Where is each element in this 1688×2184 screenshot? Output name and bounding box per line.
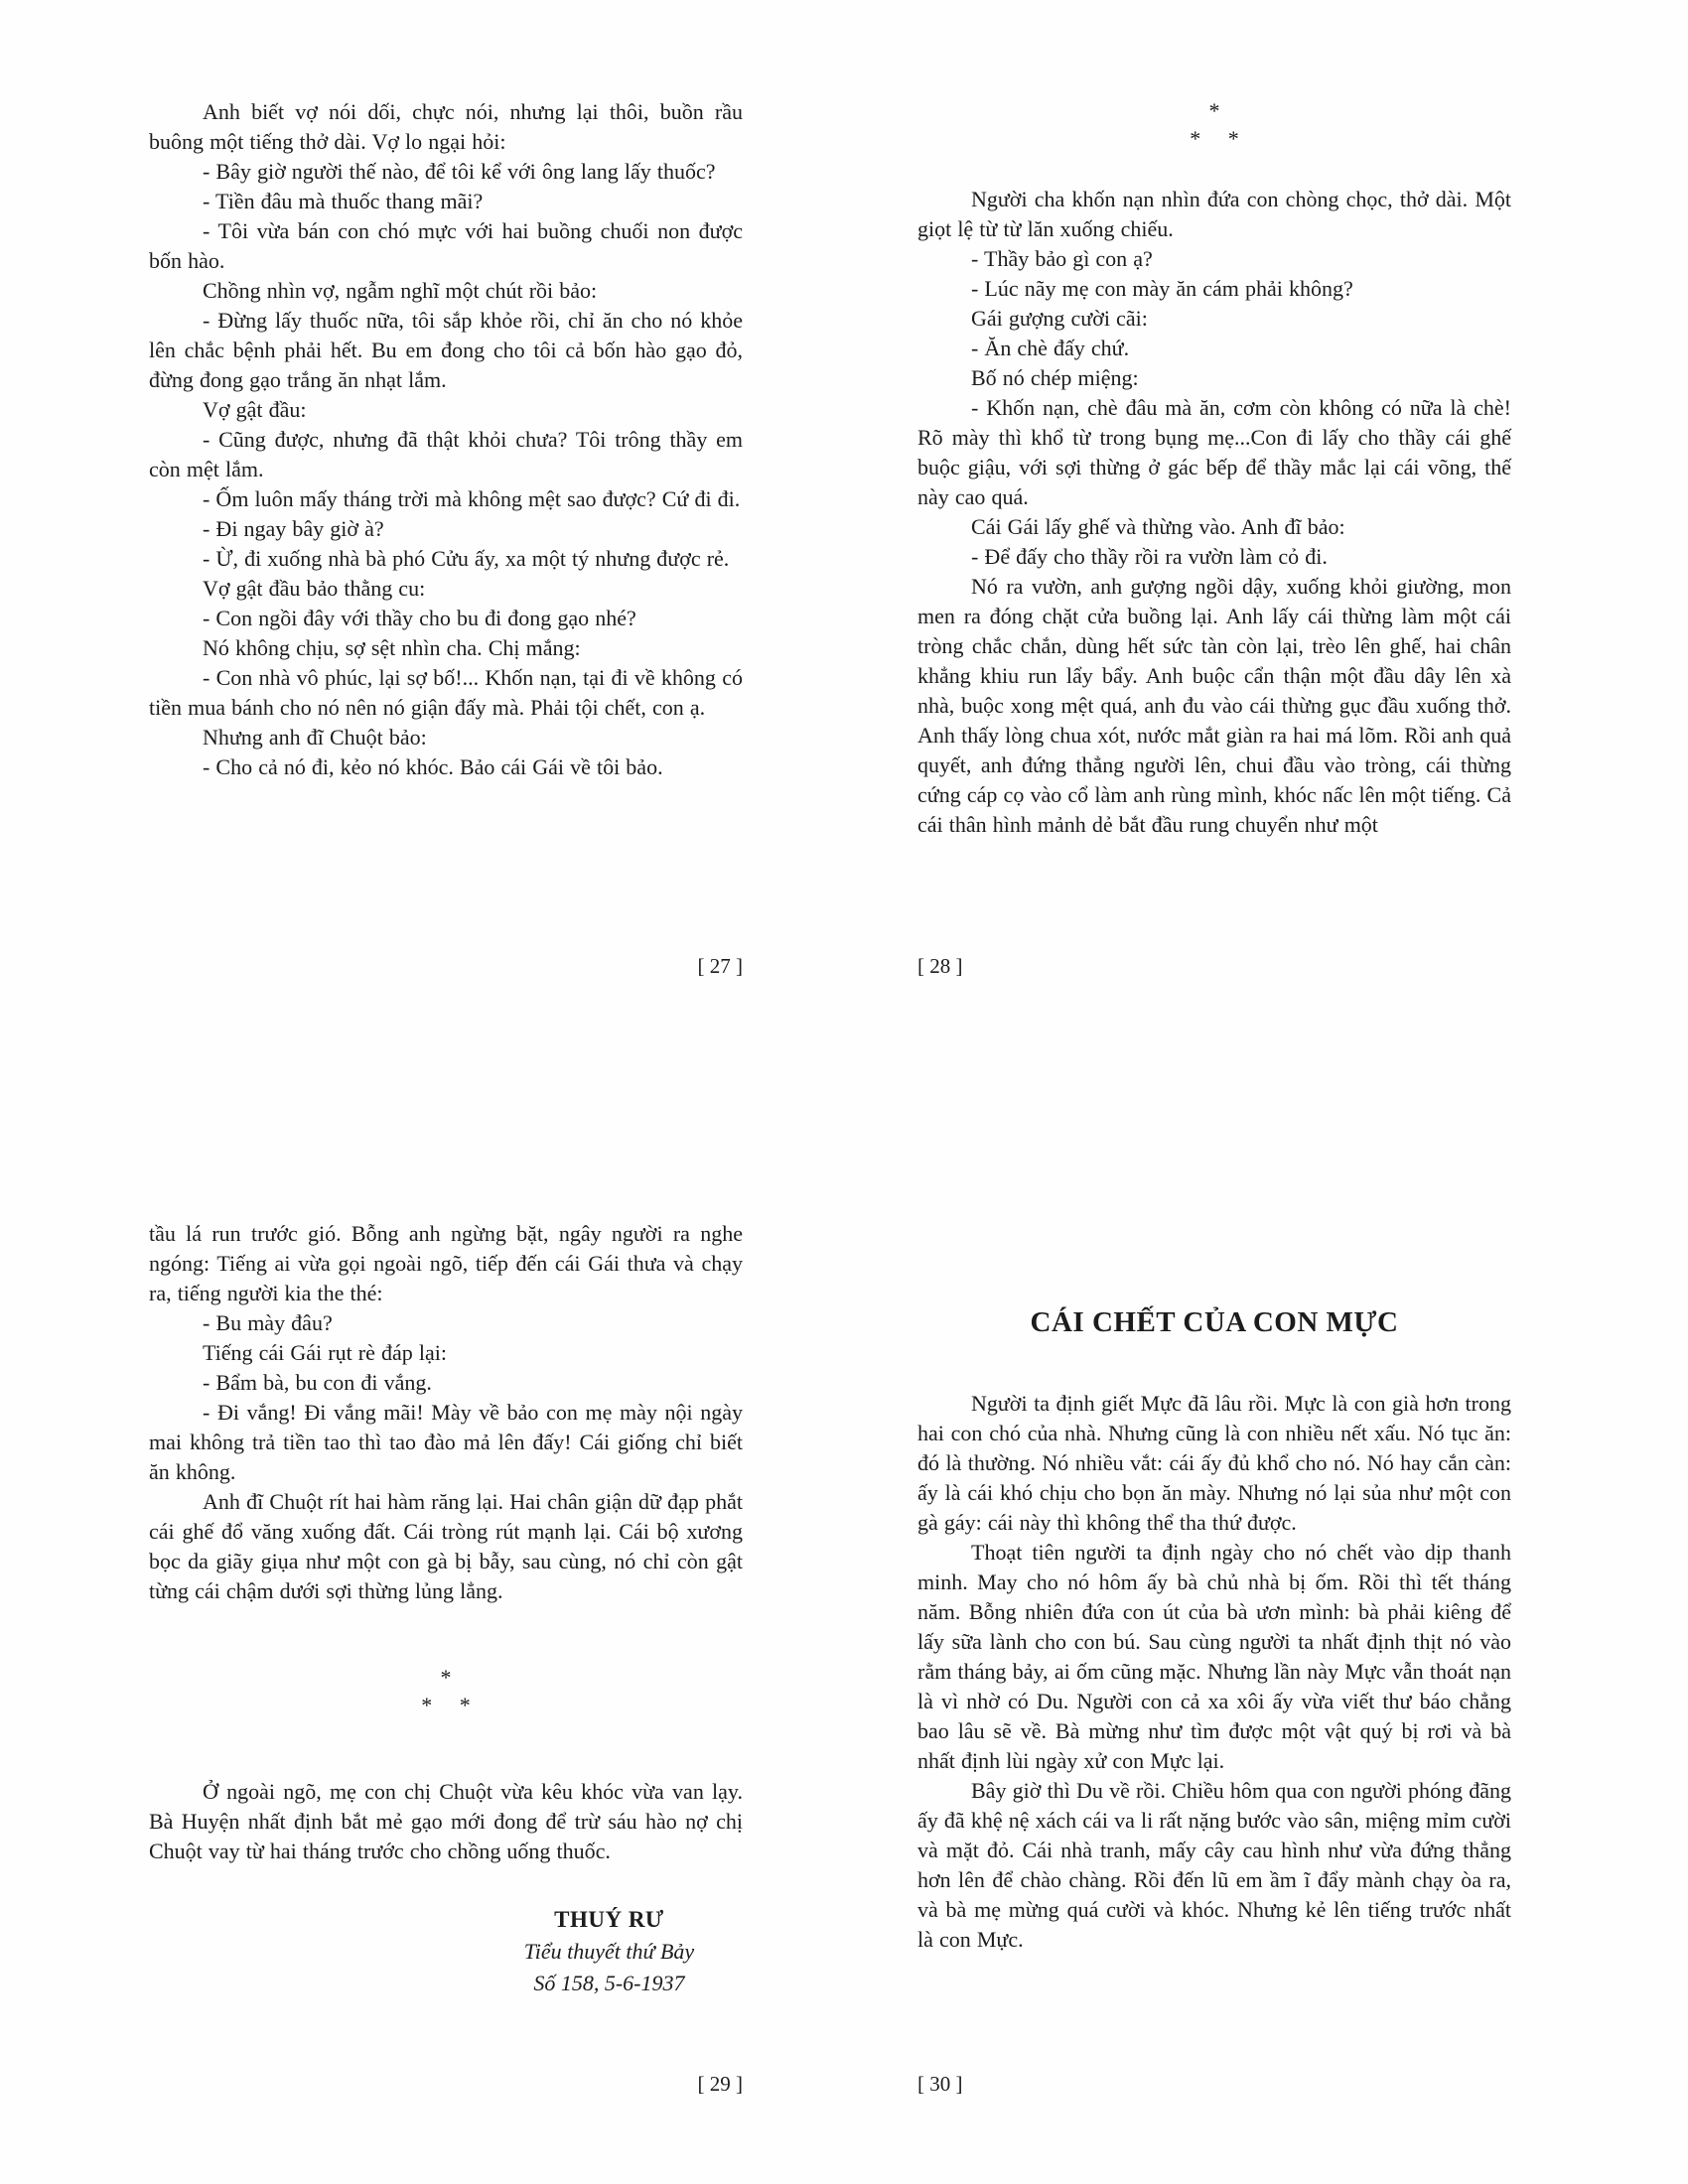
paragraph: Vợ gật đầu bảo thằng cu: (203, 576, 426, 601)
asterisk-divider (149, 1664, 743, 1719)
paragraph: Nó không chịu, sợ sệt nhìn cha. Chị mắng: (203, 635, 581, 660)
paragraph: Nó ra vườn, anh gượng ngồi dậy, xuống khỏi giường, mon men ra đóng chặt cửa buồng lại. Anh lấy cái thừng làm một cái tròng chắc chắn, dùng hết sức tàn còn lại, trèo lên ghế, hai chân khẳng khiu run lẩy bẩy. Anh buộc cẩn thận một đầu dây lên xà nhà, buộc xong mệt quá, anh đu vào cái thừng gục đầu xuống thở. Anh thấy lòng chua xót, nước mắt giàn ra hai má lõm. Rồi anh quả quyết, anh đứng thẳng người lên, chui đầu vào tròng, cái thừng cứng cáp cọ vào cổ làm anh rùng mình, khóc nấc lên một tiếng. Cả cái thân hình mảnh dẻ bắt đầu rung chuyển như một (917, 574, 1511, 837)
paragraph: Ở ngoài ngõ, mẹ con chị Chuột vừa kêu khóc vừa van lạy. Bà Huyện nhất định bắt mẻ gạo mới đong để trừ sáu hào nợ chị Chuột vay từ hai tháng trước cho chồng uống thuốc. (149, 1779, 743, 1863)
page-number-29: [ 29 ] (697, 2072, 743, 2096)
page-28 (917, 97, 1511, 840)
asterisk-top: * (1208, 98, 1220, 123)
paragraph: - Bu mày đâu? (203, 1310, 333, 1335)
paragraph: Anh biết vợ nói dối, chực nói, nhưng lại thôi, buồn rầu buông một tiếng thở dài. Vợ lo ngại hỏi: (149, 99, 743, 154)
page-number-30: [ 30 ] (917, 2072, 963, 2096)
paragraph: tầu lá run trước gió. Bỗng anh ngừng bặt, ngây người ra nghe ngóng: Tiếng ai vừa gọi ngoài ngõ, tiếp đến cái Gái thưa và chạy ra, tiếng người kia the thé: (149, 1221, 743, 1305)
paragraph: - Tôi vừa bán con chó mực với hai buồng chuối non được bốn hào. (149, 218, 743, 273)
page-27 (149, 97, 743, 782)
page-30 (917, 1204, 1511, 1955)
paragraph: Người cha khốn nạn nhìn đứa con chòng chọc, thở dài. Một giọt lệ từ từ lăn xuống chiếu. (917, 187, 1511, 241)
paragraph: - Bẩm bà, bu con đi vắng. (203, 1370, 432, 1395)
paragraph: - Lúc nãy mẹ con mày ăn cám phải không? (971, 276, 1353, 301)
paragraph: - Con nhà vô phúc, lại sợ bố!... Khốn nạn, tại đi về không có tiền mua bánh cho nó nên nó giận đấy mà. Phải tội chết, con ạ. (149, 665, 743, 720)
paragraph: - Ốm luôn mấy tháng trời mà không mệt sao được? Cứ đi đi. (203, 486, 741, 511)
paragraph: - Thầy bảo gì con ạ? (971, 246, 1153, 271)
paragraph: Anh đĩ Chuột rít hai hàm răng lại. Hai chân giận dữ đạp phắt cái ghế đổ văng xuống đất. Cái tròng rút mạnh lại. Cái bộ xương bọc da giãy giụa như một con gà bị bẫy, sau cùng, nó chỉ còn gật từng cái chậm dưới sợi thừng lủng lẳng. (149, 1489, 743, 1603)
asterisk-top: * (440, 1665, 452, 1690)
paragraph: Cái Gái lấy ghế và thừng vào. Anh đĩ bảo: (971, 514, 1345, 539)
paragraph: - Cho cả nó đi, kẻo nó khóc. Bảo cái Gái về tôi bảo. (203, 754, 663, 779)
paragraph: Bố nó chép miệng: (971, 365, 1139, 390)
page-number-28: [ 28 ] (917, 954, 963, 978)
paragraph: - Con ngồi đây với thầy cho bu đi đong gạo nhé? (203, 606, 636, 630)
page-29 (149, 1219, 743, 1999)
paragraph: - Đi ngay bây giờ à? (203, 516, 384, 541)
page-number-27: [ 27 ] (697, 954, 743, 978)
paragraph: Vợ gật đầu: (203, 397, 307, 422)
author-signature (476, 1904, 743, 1999)
asterisk-bottom: * * (1190, 126, 1239, 151)
paragraph: Chồng nhìn vợ, ngẫm nghĩ một chút rồi bảo: (203, 278, 598, 303)
paragraph: - Tiền đâu mà thuốc thang mãi? (203, 189, 484, 213)
asterisk-divider (917, 97, 1511, 153)
issue-date: Số 158, 5-6-1937 (533, 1971, 685, 1995)
paragraph: Thoạt tiên người ta định ngày cho nó chết vào dịp thanh minh. May cho nó hôm ấy bà chủ nhà bị ốm. Rồi thì tết tháng năm. Bỗng nhiên đứa con út của bà ươn mình: bà phải kiêng để lấy sữa lành cho con bú. Sau cùng người ta nhất định thịt nó vào rằm tháng bảy, ai ốm cũng mặc. Nhưng lần này Mực vẫn thoát nạn là vì nhờ có Du. Người con cả xa xôi ấy vừa viết thư báo chẳng bao lâu sẽ về. Bà mừng như tìm được một vật quý bị rơi và bà nhất định lùi ngày xử con Mực lại. (917, 1540, 1511, 1773)
paragraph: - Bây giờ người thế nào, để tôi kể với ông lang lấy thuốc? (203, 159, 716, 184)
paragraph: - Cũng được, nhưng đã thật khỏi chưa? Tôi trông thầy em còn mệt lắm. (149, 427, 743, 481)
paragraph: Bây giờ thì Du về rồi. Chiều hôm qua con người phóng đãng ấy đã khệ nệ xách cái va li rất nặng bước vào sân, miệng mỉm cười và mặt đỏ. Cái nhà tranh, mấy cây cau hình như vừa đứng thẳng hơn lên để chào chàng. Rồi đến lũ em ầm ĩ đẩy mành chạy òa ra, và bà mẹ mừng quá cười và khóc. Nhưng kẻ lên tiếng trước nhất là con Mực. (917, 1778, 1511, 1952)
paragraph: - Khốn nạn, chè đâu mà ăn, cơm còn không có nữa là chè! Rõ mày thì khổ từ trong bụng mẹ...Con đi lấy cho thầy cái ghế buộc giậu, với sợi thừng ở gác bếp để thầy mắc lại cái võng, thế này cao quá. (917, 395, 1511, 509)
paragraph: Tiếng cái Gái rụt rè đáp lại: (203, 1340, 447, 1365)
asterisk-bottom: * * (421, 1693, 471, 1717)
paragraph: Người ta định giết Mực đã lâu rồi. Mực là con già hơn trong hai con chó của nhà. Nhưng cũng là con nhiều nết xấu. Nó tục ăn: đó là thường. Nó nhiều vắt: cái ấy đủ khổ cho nó. Nó hay cắn càn: ấy là cái khó chịu cho bọn ăn mày. Nhưng nó lại sủa như một con gà gáy: cái này thì không thể tha thứ được. (917, 1391, 1511, 1535)
publication-name: Tiểu thuyết thứ Bảy (523, 1939, 695, 1964)
paragraph: - Đi vắng! Đi vắng mãi! Mày về bảo con mẹ mày nội ngày mai không trả tiền tao thì tao đào mả lên đấy! Cái giống chỉ biết ăn không. (149, 1400, 743, 1484)
paragraph: Gái gượng cười cãi: (971, 306, 1148, 331)
paragraph: - Đừng lấy thuốc nữa, tôi sắp khỏe rồi, chỉ ăn cho nó khỏe lên chắc bệnh phải hết. Bu em đong cho tôi cả bốn hào gạo đỏ, đừng đong gạo trắng ăn nhạt lắm. (149, 308, 743, 392)
author-name: THUÝ RƯ (554, 1907, 664, 1932)
paragraph: - Ăn chè đấy chứ. (971, 336, 1130, 360)
story-title: CÁI CHẾT CỦA CON MỰC (1030, 1306, 1399, 1338)
paragraph: Nhưng anh đĩ Chuột bảo: (203, 725, 427, 750)
paragraph: - Ừ, đi xuống nhà bà phó Cửu ấy, xa một tý nhưng được rẻ. (203, 546, 730, 571)
paragraph: - Để đấy cho thầy rồi ra vườn làm cỏ đi. (971, 544, 1328, 569)
